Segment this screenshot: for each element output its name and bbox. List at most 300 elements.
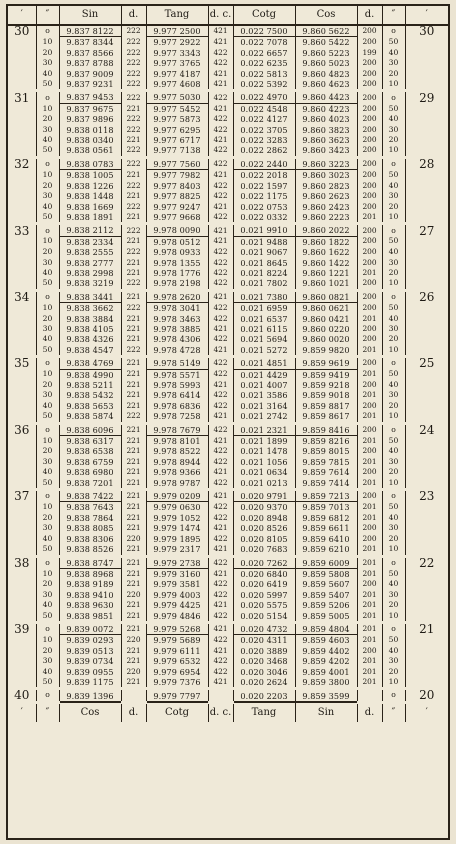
- tang-cell: 9.977 2500: [146, 25, 208, 37]
- seconds-cell: 40: [36, 667, 59, 677]
- tang-cell: 9.978 0090: [146, 224, 208, 236]
- diff-sin-cell: 222: [121, 125, 146, 135]
- table-row: [8, 268, 448, 278]
- cos-cell: 9.859 5407: [295, 590, 357, 600]
- diff-cos-cell: 201: [357, 436, 382, 447]
- minutes-right-cell: [405, 202, 448, 212]
- tang-cell: 9.978 7679: [146, 423, 208, 435]
- diff-cos-cell: 200: [357, 401, 382, 411]
- diff-common-cell: 422: [208, 334, 233, 344]
- diff-common-cell: 421: [208, 224, 233, 236]
- sin-cell: 9.838 0340: [59, 135, 121, 145]
- table-row: [8, 622, 448, 634]
- cotg-cell: 0.022 5392: [233, 79, 295, 91]
- diff-sin-cell: 221: [121, 236, 146, 247]
- diff-sin-cell: 221: [121, 191, 146, 201]
- seconds-cell: 20: [36, 446, 59, 456]
- minutes-right-cell: [405, 324, 448, 334]
- tang-cell: 9.978 6836: [146, 401, 208, 411]
- diff-common-cell: 421: [208, 236, 233, 247]
- minutes-cell: 34: [14, 290, 30, 303]
- tang-cell: 9.977 3765: [146, 58, 208, 68]
- cotg-cell: 0.022 2440: [233, 157, 295, 169]
- minutes-right-cell: [405, 677, 448, 689]
- tang-cell: 9.978 5149: [146, 357, 208, 369]
- cos-cell: 9.859 4001: [295, 667, 357, 677]
- minutes-right-cell: 22: [405, 556, 448, 568]
- table-row: [8, 114, 448, 124]
- tang-cell: 9.977 5452: [146, 103, 208, 114]
- diff-cos-cell: 200: [357, 69, 382, 79]
- sin-cell: 9.838 4769: [59, 357, 121, 369]
- seconds-right-cell: 30: [382, 258, 405, 268]
- seconds-right-cell: 40: [382, 646, 405, 656]
- cotg-cell: 0.020 7262: [233, 556, 295, 568]
- diff-common-cell: 421: [208, 490, 233, 502]
- seconds-right-cell: 30: [382, 125, 405, 135]
- tang-cell: 9.979 7797: [146, 689, 208, 702]
- minutes-cell: [8, 79, 36, 91]
- cos-cell: 9.859 4402: [295, 646, 357, 656]
- cos-cell: 9.860 0621: [295, 303, 357, 314]
- tang-cell: 9.978 1355: [146, 258, 208, 268]
- cos-cell: 9.860 1021: [295, 278, 357, 290]
- minutes-cell: 31: [14, 90, 30, 104]
- tang-cell: 9.979 4846: [146, 611, 208, 623]
- seconds-cell: 10: [36, 37, 59, 48]
- tang-cell: 9.977 6717: [146, 135, 208, 145]
- tang-cell: 9.979 5689: [146, 635, 208, 646]
- sin-cell: 9.838 8306: [59, 534, 121, 544]
- tang-cell: 9.979 2317: [146, 544, 208, 556]
- tang-cell: 9.977 8825: [146, 191, 208, 201]
- seconds-right-cell: 50: [382, 170, 405, 181]
- seconds-right-cell: 50: [382, 303, 405, 314]
- cotg-cell: 0.021 7802: [233, 278, 295, 290]
- diff-cos-cell: 201: [357, 656, 382, 666]
- diff-cos-cell: 200: [357, 324, 382, 334]
- diff-sin-cell: 221: [121, 579, 146, 589]
- diff-cos-cell: 201: [357, 590, 382, 600]
- minutes-right-cell: [405, 436, 448, 447]
- diff-sin-cell: 222: [121, 145, 146, 157]
- diff-sin-cell: 222: [121, 58, 146, 68]
- cos-cell: 9.860 2623: [295, 191, 357, 201]
- seconds-right-cell: 20: [382, 401, 405, 411]
- seconds-cell: 10: [36, 103, 59, 114]
- sin-cell: 9.838 8968: [59, 568, 121, 579]
- diff-sin-cell: 222: [121, 79, 146, 91]
- cotg-cell: 0.021 4851: [233, 357, 295, 369]
- header-diff-sin: d.: [121, 6, 146, 25]
- cos-cell: 9.859 5005: [295, 611, 357, 623]
- diff-sin-cell: 222: [121, 48, 146, 58]
- cotg-cell: 0.022 1175: [233, 191, 295, 201]
- minutes-cell: [8, 380, 36, 390]
- minutes-right-cell: [405, 502, 448, 513]
- cotg-cell: 0.022 3283: [233, 135, 295, 145]
- table-row: [8, 357, 448, 369]
- minutes-right-cell: 23: [405, 490, 448, 502]
- cos-cell: 9.859 4603: [295, 635, 357, 646]
- seconds-right-cell: 10: [382, 478, 405, 490]
- diff-common-cell: 422: [208, 191, 233, 201]
- header-sin: Sin: [59, 6, 121, 25]
- diff-sin-cell: 222: [121, 157, 146, 169]
- cos-cell: 9.859 8416: [295, 423, 357, 435]
- header-minutes-left: ′: [8, 6, 36, 25]
- table-row: [8, 646, 448, 656]
- seconds-right-cell: o: [382, 689, 405, 702]
- seconds-cell: 40: [36, 467, 59, 477]
- diff-cos-cell: 200: [357, 236, 382, 247]
- diff-cos-cell: 200: [357, 37, 382, 48]
- diff-sin-cell: 221: [121, 446, 146, 456]
- tang-cell: 9.978 0512: [146, 236, 208, 247]
- diff-cos-cell: 200: [357, 534, 382, 544]
- cotg-cell: 0.021 2321: [233, 423, 295, 435]
- sin-cell: 9.838 6980: [59, 467, 121, 477]
- sin-cell: 9.838 1669: [59, 202, 121, 212]
- diff-common-cell: 422: [208, 314, 233, 324]
- sin-cell: 9.838 0118: [59, 125, 121, 135]
- sin-cell: 9.838 5432: [59, 390, 121, 400]
- minutes-cell: [8, 436, 36, 447]
- minutes-right-cell: [405, 590, 448, 600]
- seconds-cell: 50: [36, 677, 59, 689]
- diff-sin-cell: 221: [121, 436, 146, 447]
- seconds-right-cell: 40: [382, 48, 405, 58]
- cotg-cell: 0.020 5997: [233, 590, 295, 600]
- seconds-cell: o: [36, 423, 59, 435]
- seconds-cell: 20: [36, 579, 59, 589]
- diff-common-cell: 422: [208, 446, 233, 456]
- cos-cell: 9.859 7213: [295, 490, 357, 502]
- cotg-cell: 0.021 9910: [233, 224, 295, 236]
- minutes-cell: [8, 145, 36, 157]
- diff-sin-cell: 221: [121, 369, 146, 380]
- cos-cell: 9.860 4423: [295, 91, 357, 103]
- cotg-cell: 0.020 8526: [233, 523, 295, 533]
- diff-cos-cell: [357, 689, 382, 702]
- seconds-cell: 10: [36, 236, 59, 247]
- minutes-cell: [8, 170, 36, 181]
- cotg-cell: 0.020 2624: [233, 677, 295, 689]
- diff-cos-cell: 200: [357, 423, 382, 435]
- minutes-cell: [8, 656, 36, 666]
- diff-sin-cell: 221: [121, 324, 146, 334]
- seconds-cell: 10: [36, 502, 59, 513]
- cotg-cell: 0.022 6235: [233, 58, 295, 68]
- table-row: [8, 79, 448, 91]
- cotg-cell: 0.021 6959: [233, 303, 295, 314]
- seconds-right-cell: 20: [382, 135, 405, 145]
- diff-sin-cell: 221: [121, 290, 146, 302]
- footer-diff-common: d. c.: [208, 702, 233, 722]
- seconds-right-cell: 50: [382, 37, 405, 48]
- diff-sin-cell: 220: [121, 667, 146, 677]
- footer-cos: Cos: [59, 702, 121, 722]
- diff-sin-cell: 220: [121, 635, 146, 646]
- table-row: [8, 247, 448, 257]
- diff-common-cell: 422: [208, 534, 233, 544]
- sin-cell: 9.838 2334: [59, 236, 121, 247]
- diff-common-cell: 421: [208, 544, 233, 556]
- cotg-cell: 0.020 9370: [233, 502, 295, 513]
- sin-cell: 9.838 3884: [59, 314, 121, 324]
- sin-cell: 9.839 0513: [59, 646, 121, 656]
- cos-cell: 9.859 5206: [295, 600, 357, 610]
- sin-cell: 9.838 7201: [59, 478, 121, 490]
- minutes-right-cell: 27: [405, 224, 448, 236]
- table-row: [8, 290, 448, 302]
- diff-common-cell: 422: [208, 278, 233, 290]
- minutes-right-cell: [405, 656, 448, 666]
- table-row: [8, 656, 448, 666]
- seconds-right-cell: o: [382, 423, 405, 435]
- diff-common-cell: 421: [208, 103, 233, 114]
- cos-cell: 9.860 2022: [295, 224, 357, 236]
- tang-cell: 9.978 3041: [146, 303, 208, 314]
- minutes-right-cell: [405, 380, 448, 390]
- diff-cos-cell: 200: [357, 467, 382, 477]
- minutes-cell: [8, 478, 36, 490]
- tang-cell: 9.977 8403: [146, 181, 208, 191]
- seconds-cell: 40: [36, 334, 59, 344]
- table-row: [8, 380, 448, 390]
- diff-sin-cell: 221: [121, 656, 146, 666]
- cotg-cell: 0.020 5575: [233, 600, 295, 610]
- diff-cos-cell: 201: [357, 677, 382, 689]
- minutes-cell: [8, 446, 36, 456]
- diff-sin-cell: 221: [121, 544, 146, 556]
- table-row: [8, 446, 448, 456]
- seconds-right-cell: o: [382, 157, 405, 169]
- tang-cell: 9.978 8944: [146, 457, 208, 467]
- seconds-right-cell: 20: [382, 467, 405, 477]
- table-header: [8, 6, 448, 25]
- cotg-cell: 0.021 1478: [233, 446, 295, 456]
- seconds-right-cell: o: [382, 91, 405, 103]
- cos-cell: 9.860 4023: [295, 114, 357, 124]
- diff-common-cell: 421: [208, 290, 233, 302]
- seconds-right-cell: 10: [382, 79, 405, 91]
- seconds-cell: o: [36, 25, 59, 37]
- diff-cos-cell: 200: [357, 357, 382, 369]
- minutes-cell: [8, 37, 36, 48]
- table-row: [8, 48, 448, 58]
- minutes-cell: [8, 544, 36, 556]
- diff-common-cell: 422: [208, 58, 233, 68]
- diff-sin-cell: 221: [121, 380, 146, 390]
- minutes-right-cell: 21: [405, 622, 448, 634]
- seconds-cell: 30: [36, 390, 59, 400]
- minutes-cell: 32: [14, 157, 30, 170]
- minutes-cell: [8, 58, 36, 68]
- sin-cell: 9.838 1891: [59, 212, 121, 224]
- diff-sin-cell: 221: [121, 212, 146, 224]
- seconds-cell: 10: [36, 436, 59, 447]
- cotg-cell: 0.022 4548: [233, 103, 295, 114]
- seconds-cell: 40: [36, 202, 59, 212]
- minutes-right-cell: [405, 579, 448, 589]
- seconds-cell: 20: [36, 646, 59, 656]
- minutes-cell: [8, 345, 36, 357]
- table-row: [8, 611, 448, 623]
- sin-cell: 9.839 1396: [59, 689, 121, 702]
- minutes-cell: [8, 457, 36, 467]
- sin-cell: 9.837 8566: [59, 48, 121, 58]
- diff-sin-cell: 221: [121, 170, 146, 181]
- diff-cos-cell: 200: [357, 103, 382, 114]
- minutes-cell: 38: [14, 556, 30, 569]
- cos-cell: 9.859 3800: [295, 677, 357, 689]
- diff-cos-cell: 200: [357, 135, 382, 145]
- cos-cell: 9.859 4804: [295, 622, 357, 634]
- table-row: [8, 334, 448, 344]
- diff-cos-cell: 201: [357, 212, 382, 224]
- seconds-cell: 20: [36, 314, 59, 324]
- minutes-right-cell: [405, 79, 448, 91]
- seconds-cell: 10: [36, 568, 59, 579]
- seconds-cell: 50: [36, 212, 59, 224]
- diff-cos-cell: 200: [357, 191, 382, 201]
- tang-cell: 9.979 4425: [146, 600, 208, 610]
- diff-cos-cell: 200: [357, 523, 382, 533]
- seconds-cell: 10: [36, 369, 59, 380]
- table-row: [8, 590, 448, 600]
- header-cotg: Cotg: [233, 6, 295, 25]
- seconds-right-cell: 20: [382, 534, 405, 544]
- minutes-right-cell: [405, 635, 448, 646]
- seconds-cell: 40: [36, 600, 59, 610]
- table-row: [8, 58, 448, 68]
- table-row: [8, 502, 448, 513]
- diff-common-cell: 422: [208, 390, 233, 400]
- diff-common-cell: 421: [208, 380, 233, 390]
- seconds-right-cell: 20: [382, 334, 405, 344]
- sin-cell: 9.837 8122: [59, 25, 121, 37]
- minutes-right-cell: [405, 258, 448, 268]
- seconds-right-cell: 40: [382, 446, 405, 456]
- table-row: [8, 401, 448, 411]
- cotg-cell: 0.022 1597: [233, 181, 295, 191]
- table-row: [8, 457, 448, 467]
- cos-cell: 9.859 9419: [295, 369, 357, 380]
- cos-cell: 9.860 3423: [295, 145, 357, 157]
- cos-cell: 9.859 7414: [295, 478, 357, 490]
- cotg-cell: 0.022 0753: [233, 202, 295, 212]
- cotg-cell: 0.021 0634: [233, 467, 295, 477]
- minutes-right-cell: [405, 513, 448, 523]
- header-diff-cos: d.: [357, 6, 382, 25]
- seconds-right-cell: 30: [382, 590, 405, 600]
- table-row: [8, 635, 448, 646]
- diff-common-cell: 422: [208, 48, 233, 58]
- diff-common-cell: 421: [208, 622, 233, 634]
- diff-sin-cell: 222: [121, 303, 146, 314]
- diff-common-cell: 422: [208, 423, 233, 435]
- sin-cell: 9.838 2112: [59, 224, 121, 236]
- seconds-right-cell: o: [382, 357, 405, 369]
- tang-cell: 9.977 7560: [146, 157, 208, 169]
- diff-cos-cell: 201: [357, 478, 382, 490]
- minutes-right-cell: [405, 58, 448, 68]
- diff-common-cell: 422: [208, 401, 233, 411]
- seconds-cell: 40: [36, 135, 59, 145]
- diff-sin-cell: 221: [121, 646, 146, 656]
- minutes-right-cell: [405, 467, 448, 477]
- minutes-right-cell: [405, 646, 448, 656]
- minutes-right-cell: [405, 268, 448, 278]
- sin-cell: 9.838 3441: [59, 290, 121, 302]
- footer-minutes-left: ′: [8, 702, 36, 722]
- diff-cos-cell: 200: [357, 157, 382, 169]
- cos-cell: 9.860 5422: [295, 37, 357, 48]
- seconds-cell: o: [36, 622, 59, 634]
- seconds-right-cell: 30: [382, 656, 405, 666]
- diff-sin-cell: 221: [121, 490, 146, 502]
- seconds-right-cell: 50: [382, 502, 405, 513]
- diff-common-cell: 421: [208, 568, 233, 579]
- seconds-cell: 30: [36, 58, 59, 68]
- tang-cell: 9.977 4608: [146, 79, 208, 91]
- sin-cell: 9.838 2777: [59, 258, 121, 268]
- tang-cell: 9.978 2198: [146, 278, 208, 290]
- cos-cell: 9.859 7013: [295, 502, 357, 513]
- diff-cos-cell: 200: [357, 278, 382, 290]
- seconds-right-cell: 20: [382, 202, 405, 212]
- sin-cell: 9.838 9189: [59, 579, 121, 589]
- cos-cell: 9.860 1422: [295, 258, 357, 268]
- diff-common-cell: 422: [208, 590, 233, 600]
- sin-cell: 9.838 4547: [59, 345, 121, 357]
- cos-cell: 9.859 8817: [295, 401, 357, 411]
- cotg-cell: 0.022 7500: [233, 25, 295, 37]
- sin-cell: 9.839 0734: [59, 656, 121, 666]
- cos-cell: 9.859 7614: [295, 467, 357, 477]
- seconds-cell: o: [36, 490, 59, 502]
- cos-cell: 9.859 6210: [295, 544, 357, 556]
- diff-cos-cell: 200: [357, 25, 382, 37]
- minutes-cell: [8, 523, 36, 533]
- table-row: [8, 423, 448, 435]
- cos-cell: 9.859 5808: [295, 568, 357, 579]
- sin-cell: 9.838 9410: [59, 590, 121, 600]
- seconds-cell: 30: [36, 258, 59, 268]
- diff-common-cell: 422: [208, 357, 233, 369]
- diff-cos-cell: 200: [357, 125, 382, 135]
- seconds-cell: 20: [36, 114, 59, 124]
- seconds-cell: o: [36, 556, 59, 568]
- minutes-cell: [8, 212, 36, 224]
- cos-cell: 9.859 9619: [295, 357, 357, 369]
- tang-cell: 9.979 3160: [146, 568, 208, 579]
- table-row: [8, 212, 448, 224]
- tang-cell: 9.979 6954: [146, 667, 208, 677]
- minutes-right-cell: [405, 369, 448, 380]
- cotg-cell: 0.021 4429: [233, 369, 295, 380]
- table-row: [8, 390, 448, 400]
- sin-cell: 9.838 7643: [59, 502, 121, 513]
- diff-common-cell: 421: [208, 467, 233, 477]
- sin-cell: 9.839 1175: [59, 677, 121, 689]
- cotg-cell: 0.022 4970: [233, 91, 295, 103]
- seconds-cell: 30: [36, 656, 59, 666]
- cotg-cell: 0.020 8948: [233, 513, 295, 523]
- sin-cell: 9.837 9009: [59, 69, 121, 79]
- diff-sin-cell: 221: [121, 523, 146, 533]
